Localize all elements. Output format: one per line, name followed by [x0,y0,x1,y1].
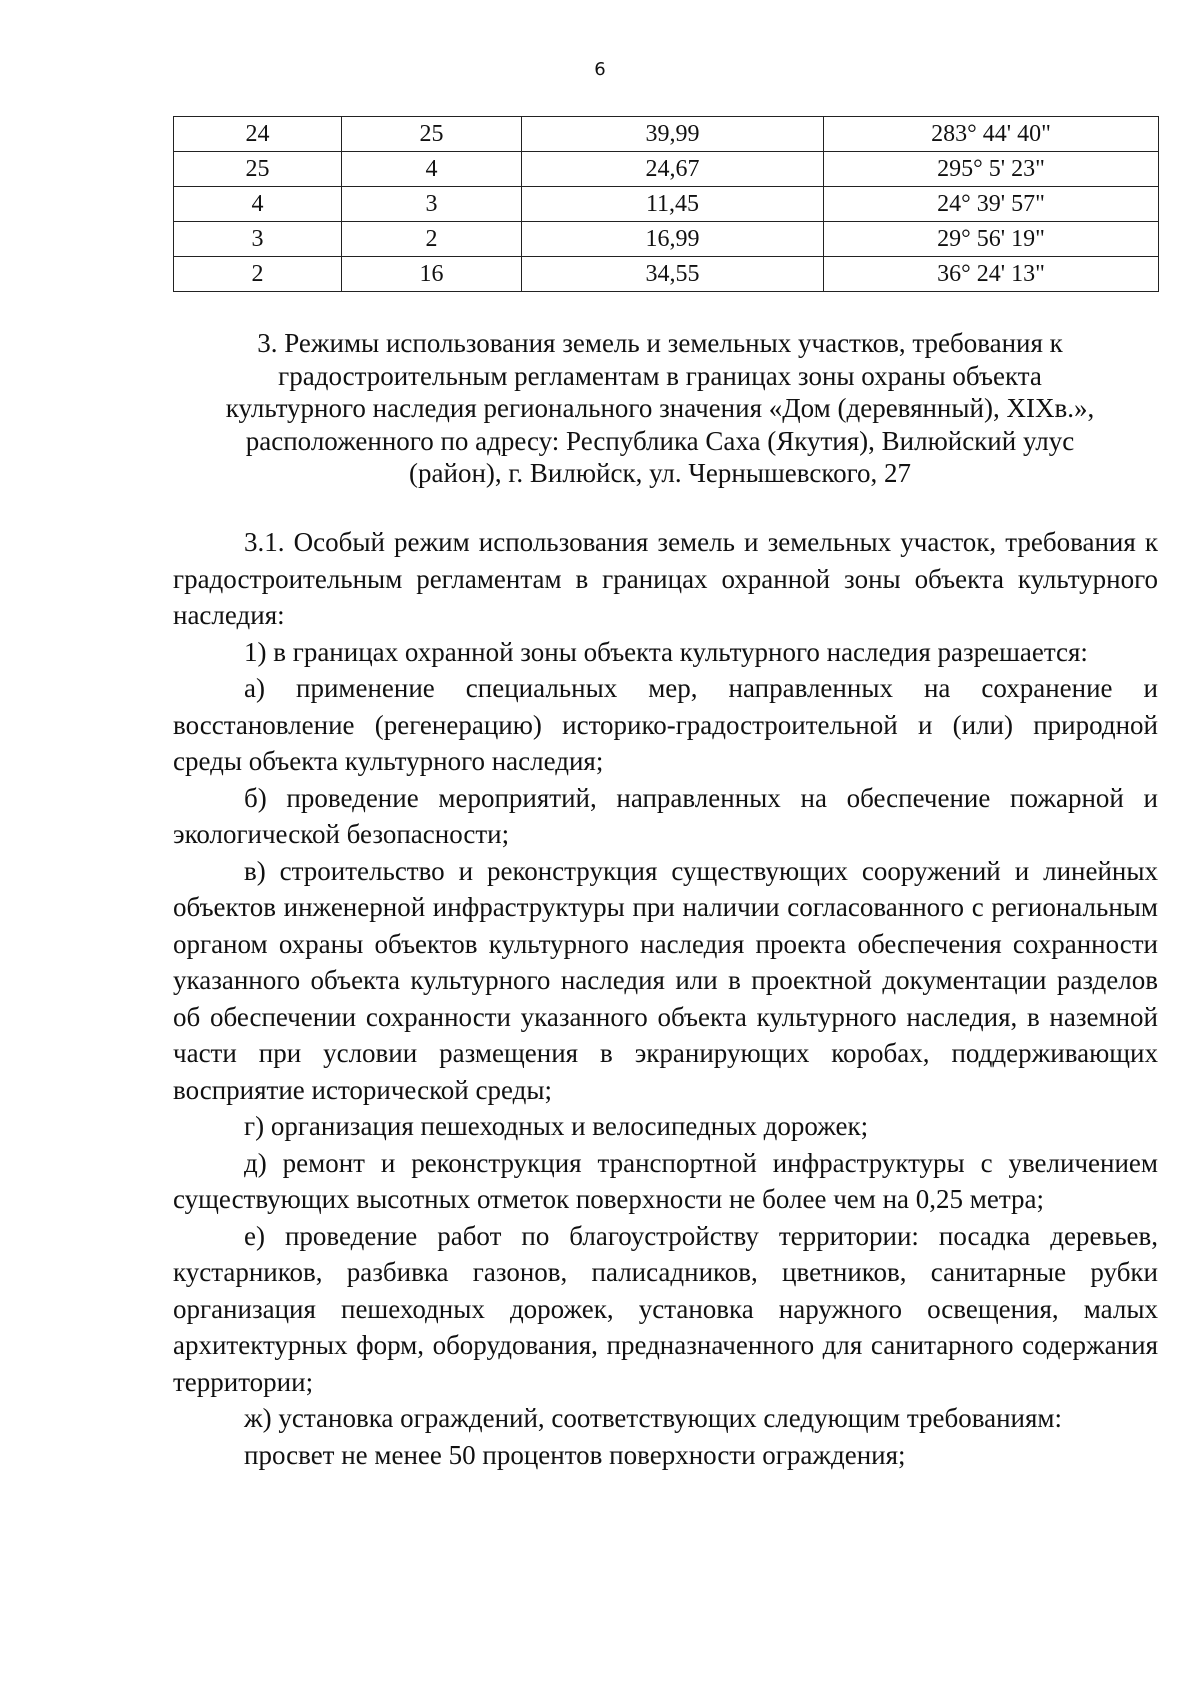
paragraph-item-e: е) проведение работ по благоустройству территории: посадка деревьев, кустарников, разбивка газонов, палисадников, цветников, санитарные рубки организация пешеходных дорожек, установка наружного освещения, малых архитектурных форм, оборудования, предназначенного для санитарного содержания территории; [173,1220,1158,1397]
paragraph-3-1: 3.1. Особый режим использования земель и земельных участок, требования к градостроительным регламентам в границах охранной зоны объекта культурного наследия: [173,527,1158,630]
paragraph-requirement: просвет не менее 50 процентов поверхности ограждения; [244,1439,906,1470]
table-cell: 39,99 [522,117,824,152]
table-cell: 25 [174,152,342,187]
table-row [174,222,1159,257]
table-cell: 24 [174,117,342,152]
paragraph-item-g: г) организация пешеходных и велосипедных дорожек; [244,1111,869,1141]
table-cell: 36° 24' 13" [824,257,1159,292]
paragraph-item-zh: ж) установка ограждений, соответствующих следующим требованиям: [244,1403,1063,1433]
paragraph-item-b: б) проведение мероприятий, направленных на обеспечение пожарной и экологической безопасности; [173,782,1158,849]
table-cell: 283° 44' 40" [824,117,1159,152]
paragraph-item-v: в) строительство и реконструкция существующих сооружений и линейных объектов инженерной инфраструктуры при наличии согласованного с региональным органом охраны объектов культурного наследия проекта обеспечения сохранности указанного объекта культурного наследия или в проектной документации разделов об обеспечении сохранности указанного объекта культурного наследия, в наземной части при условии размещения в экранирующих коробах, поддерживающих восприятие исторической среды; [173,855,1158,1105]
table-cell: 4 [174,187,342,222]
table-cell: 3 [174,222,342,257]
table-row [174,117,1159,152]
table-cell: 2 [342,222,522,257]
section-heading-line: градостроительным регламентам в границах зоны охраны объекта [278,360,1042,391]
bearing-table [173,116,1159,292]
table-cell: 16 [342,257,522,292]
table-cell: 34,55 [522,257,824,292]
section-heading-line: расположенного по адресу: Республика Саха (Якутия), Вилюйский улус [245,425,1075,456]
table-cell: 11,45 [522,187,824,222]
table-cell: 4 [342,152,522,187]
page-number: 6 [594,59,606,80]
table-row [174,152,1159,187]
table-cell: 24° 39' 57" [824,187,1159,222]
section-heading-line: 3. Режимы использования земель и земельных участков, требования к [257,328,1063,358]
table-cell: 295° 5' 23" [824,152,1159,187]
paragraph-item-1: 1) в границах охранной зоны объекта культурного наследия разрешается: [244,636,1088,667]
table-cell: 2 [174,257,342,292]
section-heading [160,327,1160,490]
section-heading-line: (район), г. Вилюйск, ул. Чернышевского, 27 [409,458,911,488]
body-text [173,524,1158,1473]
table-cell: 3 [342,187,522,222]
table-cell: 29° 56' 19" [824,222,1159,257]
table-row [174,257,1159,292]
table-row [174,187,1159,222]
table-cell: 25 [342,117,522,152]
table-cell: 16,99 [522,222,824,257]
paragraph-item-d: д) ремонт и реконструкция транспортной инфраструктуры с увеличением существующих высотных отметок поверхности не более чем на 0,25 метра; [173,1147,1158,1214]
section-heading-line: культурного наследия регионального значения «Дом (деревянный), XIXв.», [225,393,1095,423]
table-cell: 24,67 [522,152,824,187]
paragraph-item-a: а) применение специальных мер, направленных на сохранение и восстановление (регенерацию) историко-градостроительной и (или) природной среды объекта культурного наследия; [173,673,1158,776]
